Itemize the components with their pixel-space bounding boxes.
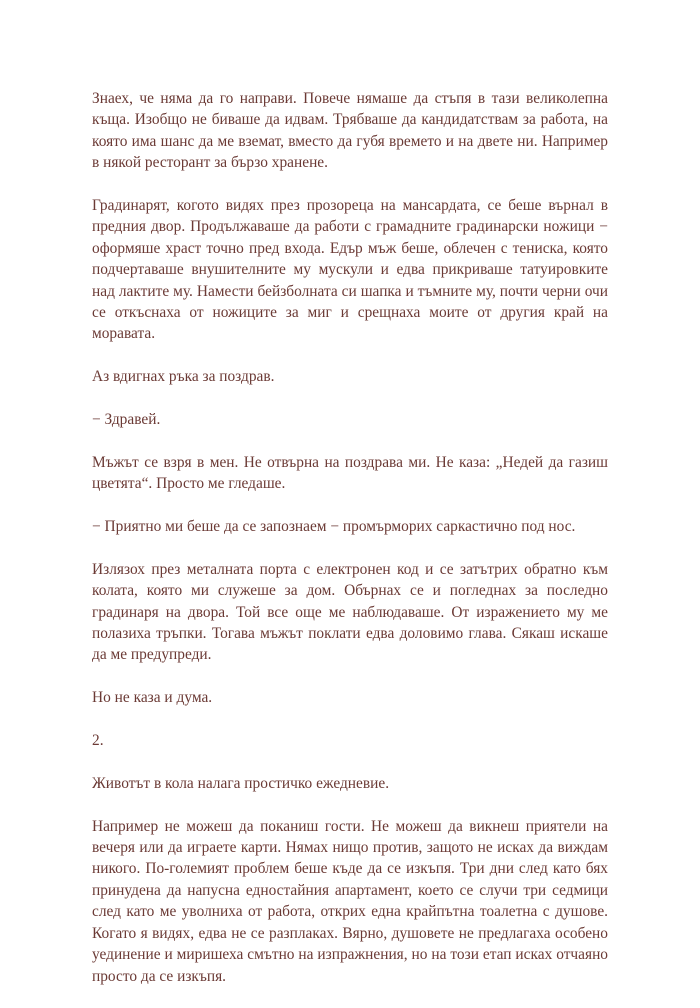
document-body [92,88,608,1008]
paragraph-4: Мъжът се взря в мен. Не отвърна на поздрава ми. Не каза: „Недей да газиш цветята“. Просто ме гледаше. [92,453,608,493]
paragraph-1: Знаех, че няма да го направи. Повече нямаше да стъпя в тази великолепна къща. Изобщо не биваше да идвам. Трябваше да кандидатствам за работа, на която има шанс да ме вземат, вместо да губя времето и на двете ни. Например в някой ресторант за бързо хранене. [92,90,608,172]
dialogue-line-2: − Приятно ми беше да се запознаем − промърморих саркастично под нос. [92,518,576,536]
chapter-number: 2. [92,732,104,750]
paragraph-8: Например не можеш да поканиш гости. Не можеш да викнеш приятели на вечеря или да играете карти. Нямах нищо против, защото не исках да виждам никого. По-големият проблем беше къде да се изкъпя. Три дни след като бях принудена да напусна едностайния апартамент, което се случи три седмици след като ме уволниха от работа, открих една крайпътна тоалетна с душове. Когато я видях, едва не се разплаках. Вярно, душовете не предлагаха особено уединение и миришеха смътно на изпражнения, но на този етап исках отчаяно просто да се изкъпя. [92,817,608,985]
paragraph-3: Аз вдигнах ръка за поздрав. [92,368,275,386]
paragraph-6: Но не каза и дума. [92,689,213,707]
paragraph-5: Излязох през металната порта с електронен код и се затътрих обратно към колата, която ми служеше за дом. Обърнах се и погледнах за последно градинаря на двора. Той все още ме наблюдаваше. От изражението му ме полазиха тръпки. Тогава мъжът поклати едва доловимо глава. Сякаш искаше да ме предупреди. [92,560,608,664]
dialogue-line-1: − Здравей. [92,411,161,429]
paragraph-7: Животът в кола налага простичко ежедневие. [92,774,390,792]
paragraph-2: Градинарят, когото видях през прозореца на мансардата, се беше върнал в предния двор. Продължаваше да работи с грамадните градинарски ножици − оформяше храст точно пред входа. Едър мъж беше, облечен с тениска, която подчертаваше внушителните му мускули и едва прикриваше татуировките над лактите му. Намести бейзболната си шапка и тъмните му, почти черни очи се откъснаха от ножиците за миг и срещнаха моите от другия край на моравата. [92,197,608,343]
